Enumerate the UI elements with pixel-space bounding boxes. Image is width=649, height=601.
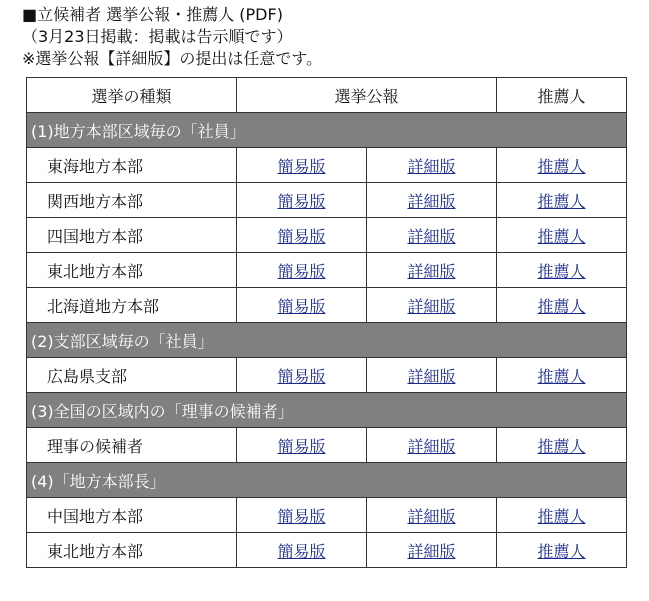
recommender-link-cell: [497, 183, 627, 218]
table-row: [27, 183, 627, 218]
section-row: [27, 463, 627, 498]
table-row: [27, 288, 627, 323]
detail-bulletin-link[interactable]: 詳細版: [407, 436, 456, 456]
simple-bulletin-link-cell: [237, 428, 367, 463]
section-title: (2)支部区域毎の「社員」: [27, 323, 627, 358]
recommender-link[interactable]: 推薦人: [537, 156, 586, 176]
detail-bulletin-link-cell: [367, 533, 497, 568]
recommender-link-cell: [497, 498, 627, 533]
election-name: 四国地方本部: [27, 218, 237, 253]
recommender-link[interactable]: 推薦人: [537, 366, 586, 386]
publish-note: （3月23日掲載：掲載は告示順です）: [22, 27, 293, 46]
detail-bulletin-link-cell: [367, 428, 497, 463]
detail-bulletin-link-cell: [367, 183, 497, 218]
election-name: 東海地方本部: [27, 148, 237, 183]
detail-bulletin-link-cell: [367, 148, 497, 183]
recommender-link-cell: [497, 358, 627, 393]
election-name: 広島県支部: [27, 358, 237, 393]
table-row: [27, 253, 627, 288]
table-row: [27, 218, 627, 253]
intro: [22, 4, 322, 70]
table-row: [27, 358, 627, 393]
detail-bulletin-link[interactable]: 詳細版: [407, 541, 456, 561]
recommender-link-cell: [497, 288, 627, 323]
detail-bulletin-link-cell: [367, 358, 497, 393]
header-recommender: 推薦人: [497, 78, 627, 113]
simple-bulletin-link-cell: [237, 148, 367, 183]
simple-bulletin-link-cell: [237, 288, 367, 323]
section-title: (1)地方本部区域毎の「社員」: [27, 113, 627, 148]
section-row: [27, 113, 627, 148]
detail-bulletin-link-cell: [367, 253, 497, 288]
recommender-link[interactable]: 推薦人: [537, 436, 586, 456]
simple-bulletin-link[interactable]: 簡易版: [277, 436, 326, 456]
header-row: [27, 78, 627, 113]
detail-bulletin-link[interactable]: 詳細版: [407, 366, 456, 386]
simple-bulletin-link[interactable]: 簡易版: [277, 191, 326, 211]
election-name: 関西地方本部: [27, 183, 237, 218]
detail-bulletin-link-cell: [367, 288, 497, 323]
recommender-link[interactable]: 推薦人: [537, 226, 586, 246]
simple-bulletin-link[interactable]: 簡易版: [277, 506, 326, 526]
section-title: (4)「地方本部長」: [27, 463, 627, 498]
recommender-link[interactable]: 推薦人: [537, 261, 586, 281]
page-title: ■立候補者 選挙公報・推薦人 (PDF): [22, 5, 283, 24]
recommender-link-cell: [497, 428, 627, 463]
simple-bulletin-link[interactable]: 簡易版: [277, 156, 326, 176]
election-name: 東北地方本部: [27, 253, 237, 288]
section-row: [27, 393, 627, 428]
section-row: [27, 323, 627, 358]
election-name: 東北地方本部: [27, 533, 237, 568]
header-election-type: 選挙の種類: [27, 78, 237, 113]
recommender-link-cell: [497, 533, 627, 568]
table-row: [27, 428, 627, 463]
election-name: 北海道地方本部: [27, 288, 237, 323]
table-row: [27, 148, 627, 183]
recommender-link[interactable]: 推薦人: [537, 191, 586, 211]
recommender-link-cell: [497, 148, 627, 183]
recommender-link-cell: [497, 218, 627, 253]
candidate-table: [26, 77, 627, 568]
detail-bulletin-link[interactable]: 詳細版: [407, 296, 456, 316]
recommender-link-cell: [497, 253, 627, 288]
simple-bulletin-link-cell: [237, 533, 367, 568]
optional-note: ※選挙公報【詳細版】の提出は任意です。: [22, 49, 323, 68]
detail-bulletin-link[interactable]: 詳細版: [407, 226, 456, 246]
table-row: [27, 498, 627, 533]
simple-bulletin-link[interactable]: 簡易版: [277, 226, 326, 246]
recommender-link[interactable]: 推薦人: [537, 541, 586, 561]
detail-bulletin-link-cell: [367, 218, 497, 253]
simple-bulletin-link[interactable]: 簡易版: [277, 366, 326, 386]
election-name: 理事の候補者: [27, 428, 237, 463]
table-row: [27, 533, 627, 568]
detail-bulletin-link[interactable]: 詳細版: [407, 191, 456, 211]
detail-bulletin-link-cell: [367, 498, 497, 533]
recommender-link[interactable]: 推薦人: [537, 296, 586, 316]
election-name: 中国地方本部: [27, 498, 237, 533]
simple-bulletin-link-cell: [237, 253, 367, 288]
simple-bulletin-link-cell: [237, 498, 367, 533]
simple-bulletin-link-cell: [237, 218, 367, 253]
simple-bulletin-link[interactable]: 簡易版: [277, 296, 326, 316]
detail-bulletin-link[interactable]: 詳細版: [407, 506, 456, 526]
simple-bulletin-link-cell: [237, 358, 367, 393]
detail-bulletin-link[interactable]: 詳細版: [407, 156, 456, 176]
simple-bulletin-link-cell: [237, 183, 367, 218]
recommender-link[interactable]: 推薦人: [537, 506, 586, 526]
detail-bulletin-link[interactable]: 詳細版: [407, 261, 456, 281]
header-bulletin: 選挙公報: [237, 78, 497, 113]
simple-bulletin-link[interactable]: 簡易版: [277, 261, 326, 281]
simple-bulletin-link[interactable]: 簡易版: [277, 541, 326, 561]
section-title: (3)全国の区域内の「理事の候補者」: [27, 393, 627, 428]
